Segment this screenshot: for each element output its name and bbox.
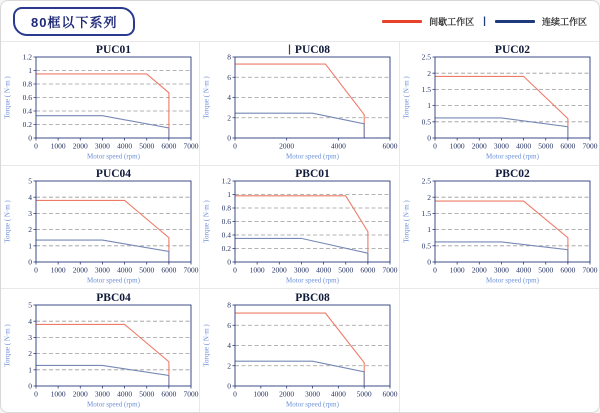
- y-tick-label: 0.6: [22, 93, 32, 103]
- y-tick-label: 0: [27, 257, 32, 267]
- x-tick-label: 4000: [116, 389, 132, 399]
- y-tick-label: 2: [27, 349, 32, 359]
- x-tick-label: 2000: [279, 141, 295, 151]
- y-tick-label: 0.2: [221, 244, 231, 254]
- x-axis-label: Motor speed (rpm): [86, 152, 140, 161]
- plot-box: [36, 181, 191, 262]
- x-tick-label: 1000: [449, 265, 465, 275]
- chart-PUC01: [2, 42, 199, 164]
- y-tick-label: 1.2: [22, 52, 32, 62]
- x-tick-label: 2000: [471, 265, 487, 275]
- x-axis-label: Motor speed (rpm): [86, 400, 140, 409]
- y-tick-label: 0: [27, 133, 32, 143]
- x-axis-label: Motor speed (rpm): [286, 400, 339, 409]
- y-axis-label: Torque ( N·m ): [3, 76, 12, 120]
- x-tick-label: 0: [233, 389, 237, 399]
- intermittent-zone-curve: [235, 64, 364, 138]
- y-tick-label: 1.5: [421, 85, 431, 95]
- y-axis-label: Torque ( N·m ): [202, 200, 211, 243]
- x-tick-label: 0: [432, 265, 437, 275]
- intermittent-zone-curve: [235, 313, 364, 386]
- x-tick-label: 0: [33, 389, 38, 399]
- chart-PBC01: [201, 166, 398, 288]
- x-tick-label: 3000: [493, 141, 509, 151]
- x-tick-label: 7000: [183, 265, 199, 275]
- y-tick-label: 5: [27, 300, 32, 310]
- intermittent-zone-curve: [435, 77, 568, 139]
- y-tick-label: 2: [427, 192, 431, 202]
- x-tick-label: 5000: [338, 265, 354, 275]
- intermittent-zone-curve: [235, 196, 368, 262]
- y-tick-label: 0: [427, 257, 431, 267]
- x-tick-label: 7000: [582, 141, 598, 151]
- y-tick-label: 3: [27, 333, 32, 343]
- plot-box: [36, 305, 191, 386]
- continuous-zone-curve: [435, 118, 568, 138]
- y-tick-label: 0.4: [221, 230, 231, 240]
- x-tick-label: 2000: [279, 389, 295, 399]
- chart-cell: [200, 42, 399, 166]
- chart-PBC04: [2, 290, 199, 412]
- intermittent-zone-label: 间歇工作区: [429, 16, 475, 27]
- series-title-badge: 80框以下系列: [13, 7, 135, 36]
- intermittent-zone-curve: [435, 201, 568, 262]
- x-tick-label: 3000: [304, 389, 320, 399]
- x-tick-label: 4000: [116, 141, 132, 151]
- chart-grid: [1, 41, 599, 413]
- chart-cell: [400, 42, 599, 166]
- continuous-zone-label: 连续工作区: [541, 16, 587, 27]
- chart-title: PBC08: [295, 292, 330, 305]
- y-tick-label: 3: [27, 208, 32, 218]
- x-tick-label: 6000: [560, 265, 576, 275]
- y-axis-label: Torque ( N·m ): [3, 200, 12, 243]
- chart-title: PBC04: [95, 292, 131, 305]
- x-tick-label: 1000: [249, 265, 265, 275]
- y-tick-label: 4: [27, 192, 32, 202]
- x-tick-label: 6000: [382, 141, 398, 151]
- intermittent-zone-line-swatch: [382, 20, 422, 23]
- y-axis-label: Torque ( N·m ): [402, 200, 411, 243]
- x-tick-label: 4000: [330, 141, 346, 151]
- y-tick-label: 1: [27, 66, 32, 76]
- x-tick-label: 6000: [161, 389, 177, 399]
- chart-cell: [200, 289, 399, 413]
- y-tick-label: 6: [227, 321, 231, 331]
- x-axis-label: Motor speed (rpm): [485, 152, 539, 161]
- x-tick-label: 2000: [471, 141, 487, 151]
- chart-cell: [1, 289, 200, 413]
- y-tick-label: 0.8: [221, 203, 231, 213]
- intermittent-zone-curve: [36, 74, 169, 138]
- chart-cell: [1, 42, 200, 166]
- x-tick-label: 7000: [582, 265, 598, 275]
- y-tick-label: 1: [427, 225, 431, 235]
- y-tick-label: 4: [227, 93, 231, 103]
- x-tick-label: 7000: [382, 265, 398, 275]
- x-tick-label: 2000: [72, 265, 88, 275]
- x-tick-label: 4000: [116, 265, 132, 275]
- y-axis-label: Torque ( N·m ): [402, 76, 411, 120]
- x-axis-label: Motor speed (rpm): [86, 276, 140, 285]
- intermittent-zone-curve: [36, 325, 169, 387]
- x-tick-label: 6000: [161, 265, 177, 275]
- x-tick-label: 0: [233, 141, 237, 151]
- x-tick-label: 6000: [382, 389, 398, 399]
- y-axis-label: Torque ( N·m ): [202, 324, 211, 367]
- x-axis-label: Motor speed (rpm): [286, 152, 339, 161]
- x-tick-label: 6000: [560, 141, 576, 151]
- chart-PBC02: [401, 166, 598, 288]
- y-tick-label: 0.2: [22, 120, 32, 130]
- x-tick-label: 0: [33, 141, 38, 151]
- x-tick-label: 5000: [538, 141, 554, 151]
- legend-separator: |: [483, 15, 486, 27]
- x-tick-label: 5000: [138, 141, 154, 151]
- continuous-zone-curve: [36, 116, 169, 138]
- empty-cell: [400, 289, 599, 413]
- x-tick-label: 1000: [50, 265, 66, 275]
- y-tick-label: 0: [227, 381, 231, 391]
- y-axis-label: Torque ( N·m ): [202, 76, 211, 120]
- x-tick-label: 1000: [50, 141, 66, 151]
- x-tick-label: 1000: [253, 389, 269, 399]
- x-axis-label: Motor speed (rpm): [485, 276, 539, 285]
- continuous-zone-line-swatch: [495, 20, 535, 23]
- x-tick-label: 7000: [183, 389, 199, 399]
- x-tick-label: 4000: [330, 389, 346, 399]
- x-tick-label: 3000: [493, 265, 509, 275]
- x-tick-label: 2000: [271, 265, 287, 275]
- y-tick-label: 1: [227, 190, 231, 200]
- chart-title: PUC01: [95, 44, 131, 57]
- y-tick-label: 6: [227, 73, 231, 83]
- chart-cell: [1, 166, 200, 290]
- continuous-zone-curve: [36, 366, 169, 387]
- y-tick-label: 0.5: [421, 117, 431, 127]
- plot-box: [435, 57, 590, 138]
- chart-cell: [400, 166, 599, 290]
- x-tick-label: 6000: [360, 265, 376, 275]
- chart-title: PUC04: [95, 167, 131, 180]
- y-tick-label: 1: [27, 365, 32, 375]
- continuous-zone-curve: [36, 240, 169, 262]
- y-tick-label: 0.8: [22, 79, 32, 89]
- x-tick-label: 1000: [449, 141, 465, 151]
- x-tick-label: 3000: [94, 265, 110, 275]
- x-tick-label: 2000: [72, 141, 88, 151]
- y-tick-label: 2: [227, 113, 231, 123]
- chart-title: PBC02: [495, 167, 530, 180]
- chart-title: PUC08: [294, 44, 331, 57]
- y-tick-label: 0.5: [421, 241, 431, 251]
- y-tick-label: 4: [227, 341, 231, 351]
- y-tick-label: 2: [427, 69, 431, 79]
- y-tick-label: 2: [27, 225, 32, 235]
- y-tick-label: 8: [227, 300, 231, 310]
- y-tick-label: 0.4: [22, 106, 32, 116]
- y-tick-label: 0: [227, 257, 231, 267]
- x-tick-label: 2000: [72, 389, 88, 399]
- page-header: [1, 1, 599, 41]
- x-tick-label: 5000: [138, 389, 154, 399]
- x-tick-label: 5000: [538, 265, 554, 275]
- y-tick-label: 2.5: [421, 52, 431, 62]
- x-tick-label: 3000: [94, 141, 110, 151]
- chart-title: PUC02: [494, 44, 530, 57]
- x-tick-label: 0: [33, 265, 38, 275]
- chart-PUC02: [401, 42, 598, 164]
- continuous-zone-curve: [235, 114, 364, 139]
- y-tick-label: 4: [27, 316, 32, 326]
- y-axis-label: Torque ( N·m ): [3, 324, 12, 367]
- chart-legend: [382, 15, 587, 28]
- x-tick-label: 1000: [50, 389, 66, 399]
- y-tick-label: 2: [227, 361, 231, 371]
- x-tick-label: 4000: [316, 265, 332, 275]
- y-tick-label: 2.5: [421, 176, 431, 186]
- chart-PUC04: [2, 166, 199, 288]
- chart-PUC08: [201, 42, 398, 164]
- continuous-zone-curve: [235, 361, 364, 386]
- x-tick-label: 0: [432, 141, 437, 151]
- x-tick-label: 4000: [515, 141, 531, 151]
- continuous-zone-curve: [235, 238, 368, 262]
- y-tick-label: 1: [27, 241, 32, 251]
- x-axis-label: Motor speed (rpm): [286, 276, 339, 285]
- intermittent-zone-curve: [36, 200, 169, 262]
- x-tick-label: 3000: [293, 265, 309, 275]
- y-tick-label: 1: [427, 101, 431, 111]
- y-tick-label: 0: [227, 133, 231, 143]
- continuous-zone-curve: [435, 242, 568, 262]
- y-tick-label: 0: [27, 381, 32, 391]
- x-tick-label: 6000: [161, 141, 177, 151]
- chart-title: PBC01: [295, 167, 330, 180]
- x-tick-label: 5000: [138, 265, 154, 275]
- y-tick-label: 5: [27, 176, 32, 186]
- chart-PBC08: [201, 290, 398, 412]
- y-tick-label: 1.5: [421, 208, 431, 218]
- x-tick-label: 7000: [183, 141, 199, 151]
- x-tick-label: 0: [233, 265, 237, 275]
- y-tick-label: 0.6: [221, 217, 231, 227]
- y-tick-label: 1.2: [221, 176, 231, 186]
- y-tick-label: 0: [427, 133, 431, 143]
- chart-cell: [200, 166, 399, 290]
- y-tick-label: 8: [227, 52, 231, 62]
- x-tick-label: 5000: [356, 389, 372, 399]
- x-tick-label: 3000: [94, 389, 110, 399]
- x-tick-label: 4000: [515, 265, 531, 275]
